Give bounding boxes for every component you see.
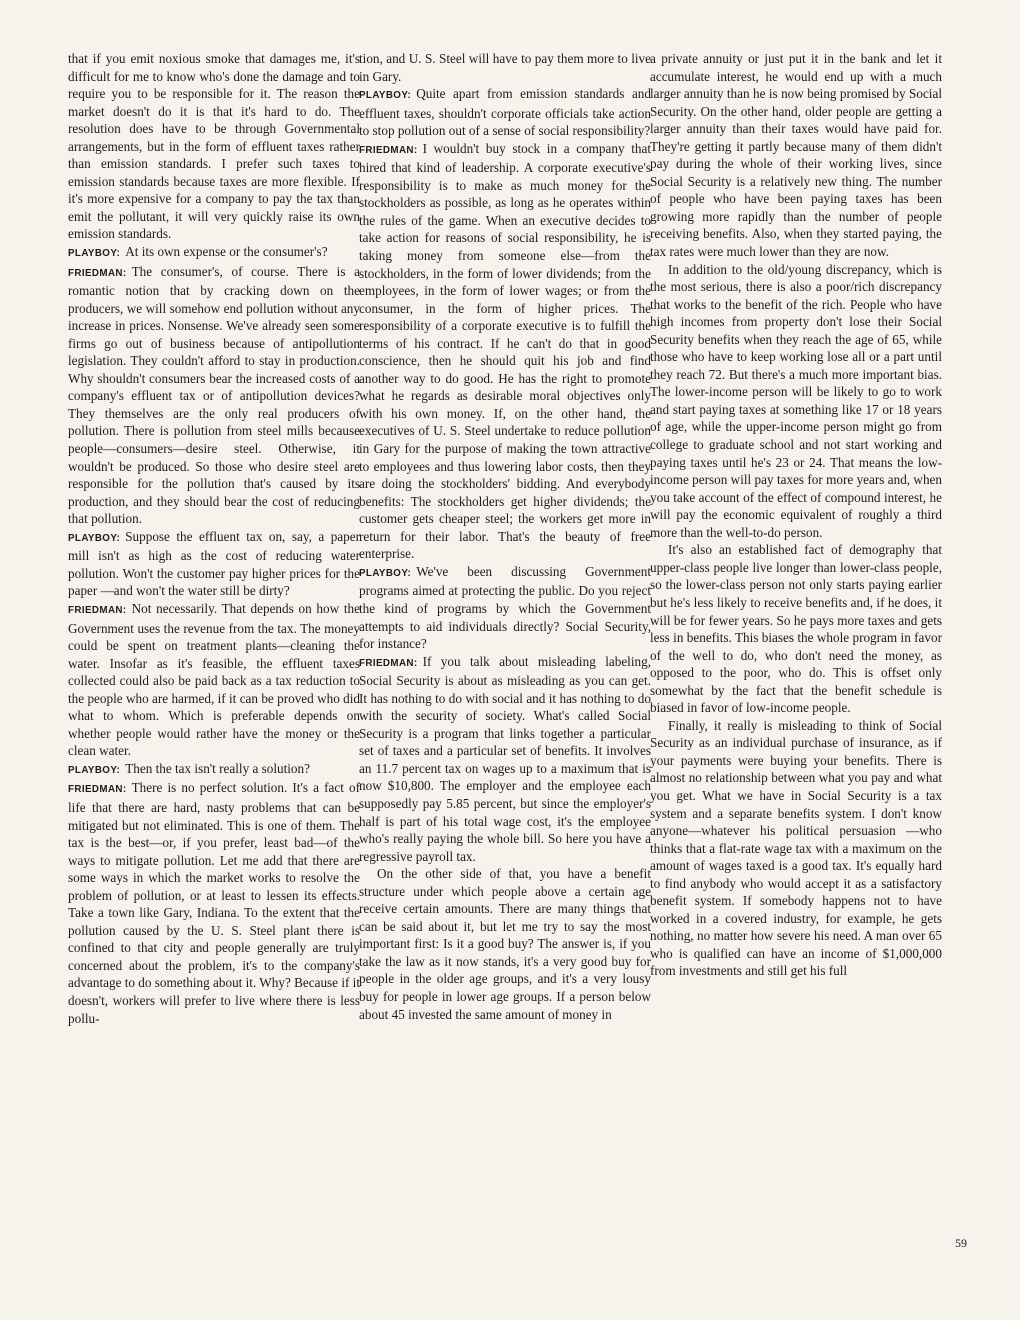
paragraph: tion, and U. S. Steel will have to pay them more to live in Gary. <box>359 51 651 84</box>
paragraph: that if you emit noxious smoke that damages me, it's difficult for me to know who's done the damage and to require you to be responsible for it. The reason the market doesn't do it is that it's hard to do. The resolution does have to be through Governmental arrangements, but in the form of effluent taxes rather than emission standards. I prefer such taxes to emission standards because taxes are more flexible. If it's more expensive for a company to pay the tax than emit the pollutant, it will very quickly raise its own emission standards. <box>68 51 360 242</box>
speaker-label: PLAYBOY: <box>359 90 412 102</box>
speaker-label: FRIEDMAN: <box>68 784 127 796</box>
page-number: 59 <box>955 1236 967 1250</box>
paragraph: FRIEDMAN: If you talk about misleading labeling, Social Security is about as misleading as you can get. It has nothing to do with social and it has nothing to do with the security of society. What's called Social Security is a program that links together a particular set of taxes and a particular set of benefits. It involves an 11.7 percent tax on wages up to a maximum that is now $10,800. The employer and the employee each supposedly pay 5.85 percent, but since the employer's half is part of his total wage cost, it's the employee who's really paying the whole bill. So here you have a regressive payroll tax. <box>359 653 651 864</box>
speaker-label: FRIEDMAN: <box>359 144 418 156</box>
speaker-label: PLAYBOY: <box>359 567 412 579</box>
text-column-3 <box>650 50 942 1270</box>
paragraph: FRIEDMAN: Not necessarily. That depends on how the Government uses the revenue from the tax. The money could be spent on treatment plants—cleaning the water. Insofar as it's feasible, the effluent taxes collected could also be paid back as a tax reduction to the people who are harmed, if it can be proved who did what to whom. Which is preferable depends on whether people would rather have the money or the clean water. <box>68 600 360 759</box>
speaker-label: FRIEDMAN: <box>68 267 127 279</box>
paragraph: PLAYBOY: Then the tax isn't really a solution? <box>68 760 310 776</box>
paragraph: FRIEDMAN: The consumer's, of course. There is a romantic notion that by cracking down on the producers, we will somehow end pollution without any increase in prices. Nonsense. We've already seen some firms go out of business because of antipollution legislation. They couldn't afford to stay in production. Why shouldn't consumers bear the increased costs of a company's effluent tax or of antipollution devices? They themselves are the only real producers of pollution. There is pollution from steel mills because people—consumers—desire steel. Otherwise, it wouldn't be produced. So those who desire steel are responsible for the pollution that's caused by its production, and they should bear the cost of reducing that pollution. <box>68 263 360 527</box>
paragraph: FRIEDMAN: There is no perfect solution. It's a fact of life that there are hard, nasty problems that can be mitigated but not eliminated. This is one of them. The tax is the best—or, if you prefer, least bad—of the ways to mitigate pollution. Let me add that there are some ways in which the market works to resolve the problem of pollution, or at least to lessen its effects. Take a town like Gary, Indiana. To the extent that the pollution caused by the U. S. Steel plant there is confined to that city and people generally are truly concerned about the problem, it's to the company's advantage to do something about it. Why? Because if it doesn't, workers will prefer to live where there is less pollu- <box>68 780 360 1026</box>
paragraph: In addition to the old/young discrepancy, which is the most serious, there is also a poor/rich discrepancy that works to the benefit of the rich. People who have high incomes from property don't lose their Social Security benefits when they reach the age of 65, while those who have to keep working lose all or a part until they reach 72. But there's a much more important bias. The lower-income person will be likely to go to work and start paying taxes at something like 17 or 18 years of age, while the upper-income person might go from college to graduate school and not start working and paying taxes until he's 23 or 24. That means the low-income person will pay taxes for more years and, when you take account of the effect of compound interest, he will pay the economic equivalent of roughly a third more than the well-to-do person. <box>650 261 942 540</box>
speaker-label: PLAYBOY: <box>68 248 121 260</box>
paragraph: PLAYBOY: Quite apart from emission standards and effluent taxes, shouldn't corporate officials take action to stop pollution out of a sense of social responsibility? <box>359 86 651 139</box>
paragraph: PLAYBOY: We've been discussing Government programs aimed at protecting the public. Do you reject the kind of programs by which the Government attempts to aid individuals directly? Social Security, for instance? <box>359 563 651 652</box>
speaker-label: PLAYBOY: <box>68 764 121 776</box>
paragraph: On the other side of that, you have a benefit structure under which people above a certain age receive certain amounts. There are many things that can be said about it, but let me try to say the most important first: Is it a good buy? The answer is, if you take the law as it now stands, it's a very good buy for people in the older age groups, and it's a very lousy buy for people in lower age groups. If a person below about 45 invested the same amount of money in <box>359 866 651 1022</box>
paragraph: a private annuity or just put it in the bank and let it accumulate interest, he would end up with a much larger annuity than he is now being promised by Social Security. On the other hand, older people are getting a larger annuity than their taxes would have paid for. They're getting it partly because many of them didn't pay during the whole of their working lives, since Social Security is a relatively new thing. The number of people who have been paying taxes has been growing more rapidly than the number of people receiving benefits. Also, when they started paying, the tax rates were much lower than they are now. <box>650 51 942 260</box>
paragraph: PLAYBOY: Suppose the effluent tax on, say, a paper mill isn't as high as the cost of reducing water pollution. Won't the customer pay higher prices for the paper —and won't the water still be dirty? <box>68 528 360 599</box>
speaker-label: PLAYBOY: <box>68 532 121 544</box>
speaker-label: FRIEDMAN: <box>359 657 418 669</box>
paragraph: Finally, it really is misleading to think of Social Security as an individual purchase of insurance, as if your payments were buying your benefits. There is almost no relationship between what you pay and what you get. What we have in Social Security is a tax system and a separate benefits system. I don't know anyone—whatever his political persuasion —who thinks that a flat-rate wage tax with a maximum on the amount of wages taxed is a good tax. It's equally hard to find anybody who would accept it as a satisfactory benefit system. If somebody happens not to have worked in a covered industry, for example, he gets nothing, no matter how severe his need. A man over 65 who is qualified can have an income of $1,000,000 from investments and still get his full <box>650 717 942 979</box>
paragraph: PLAYBOY: At its own expense or the consumer's? <box>68 244 328 260</box>
text-column-2 <box>359 50 651 1270</box>
speaker-label: FRIEDMAN: <box>68 604 127 616</box>
paragraph: FRIEDMAN: I wouldn't buy stock in a company that hired that kind of leadership. A corporate executive's responsibility is to make as much money for the stockholders as possible, as long as he operates within the rules of the game. When an executive decides to take action for reasons of social responsibility, he is taking money from someone else—from the stockholders, in the form of lower dividends; from the employees, in the form of lower wages; or from the consumer, in the form of higher prices. The responsibility of a corporate executive is to fulfill the terms of his contract. If he can't do that in good conscience, then he should quit his job and find another way to do good. He has the right to promote what he regards as desirable moral objectives only with his own money. If, on the other hand, the executives of U. S. Steel undertake to reduce pollution in Gary for the purpose of making the town attractive to employees and thus lowering labor costs, then they are doing the stockholders' bidding. And everybody benefits: The stockholders get higher dividends; the customer gets cheaper steel; the workers get more in return for their labor. That's the beauty of free enterprise. <box>359 140 651 562</box>
text-column-1 <box>68 50 360 1270</box>
paragraph: It's also an established fact of demography that upper-class people live longer than lower-class people, so the lower-class person not only starts paying earlier but he's less likely to receive benefits and, if he does, it will be for fewer years. So he pays more taxes and gets less in benefits. This biases the whole program in favor of the well to do, who don't need the money, as opposed to the poor, who do. This is offset only somewhat by the fact that the benefit schedule is biased in favor of low-income people. <box>650 542 942 716</box>
